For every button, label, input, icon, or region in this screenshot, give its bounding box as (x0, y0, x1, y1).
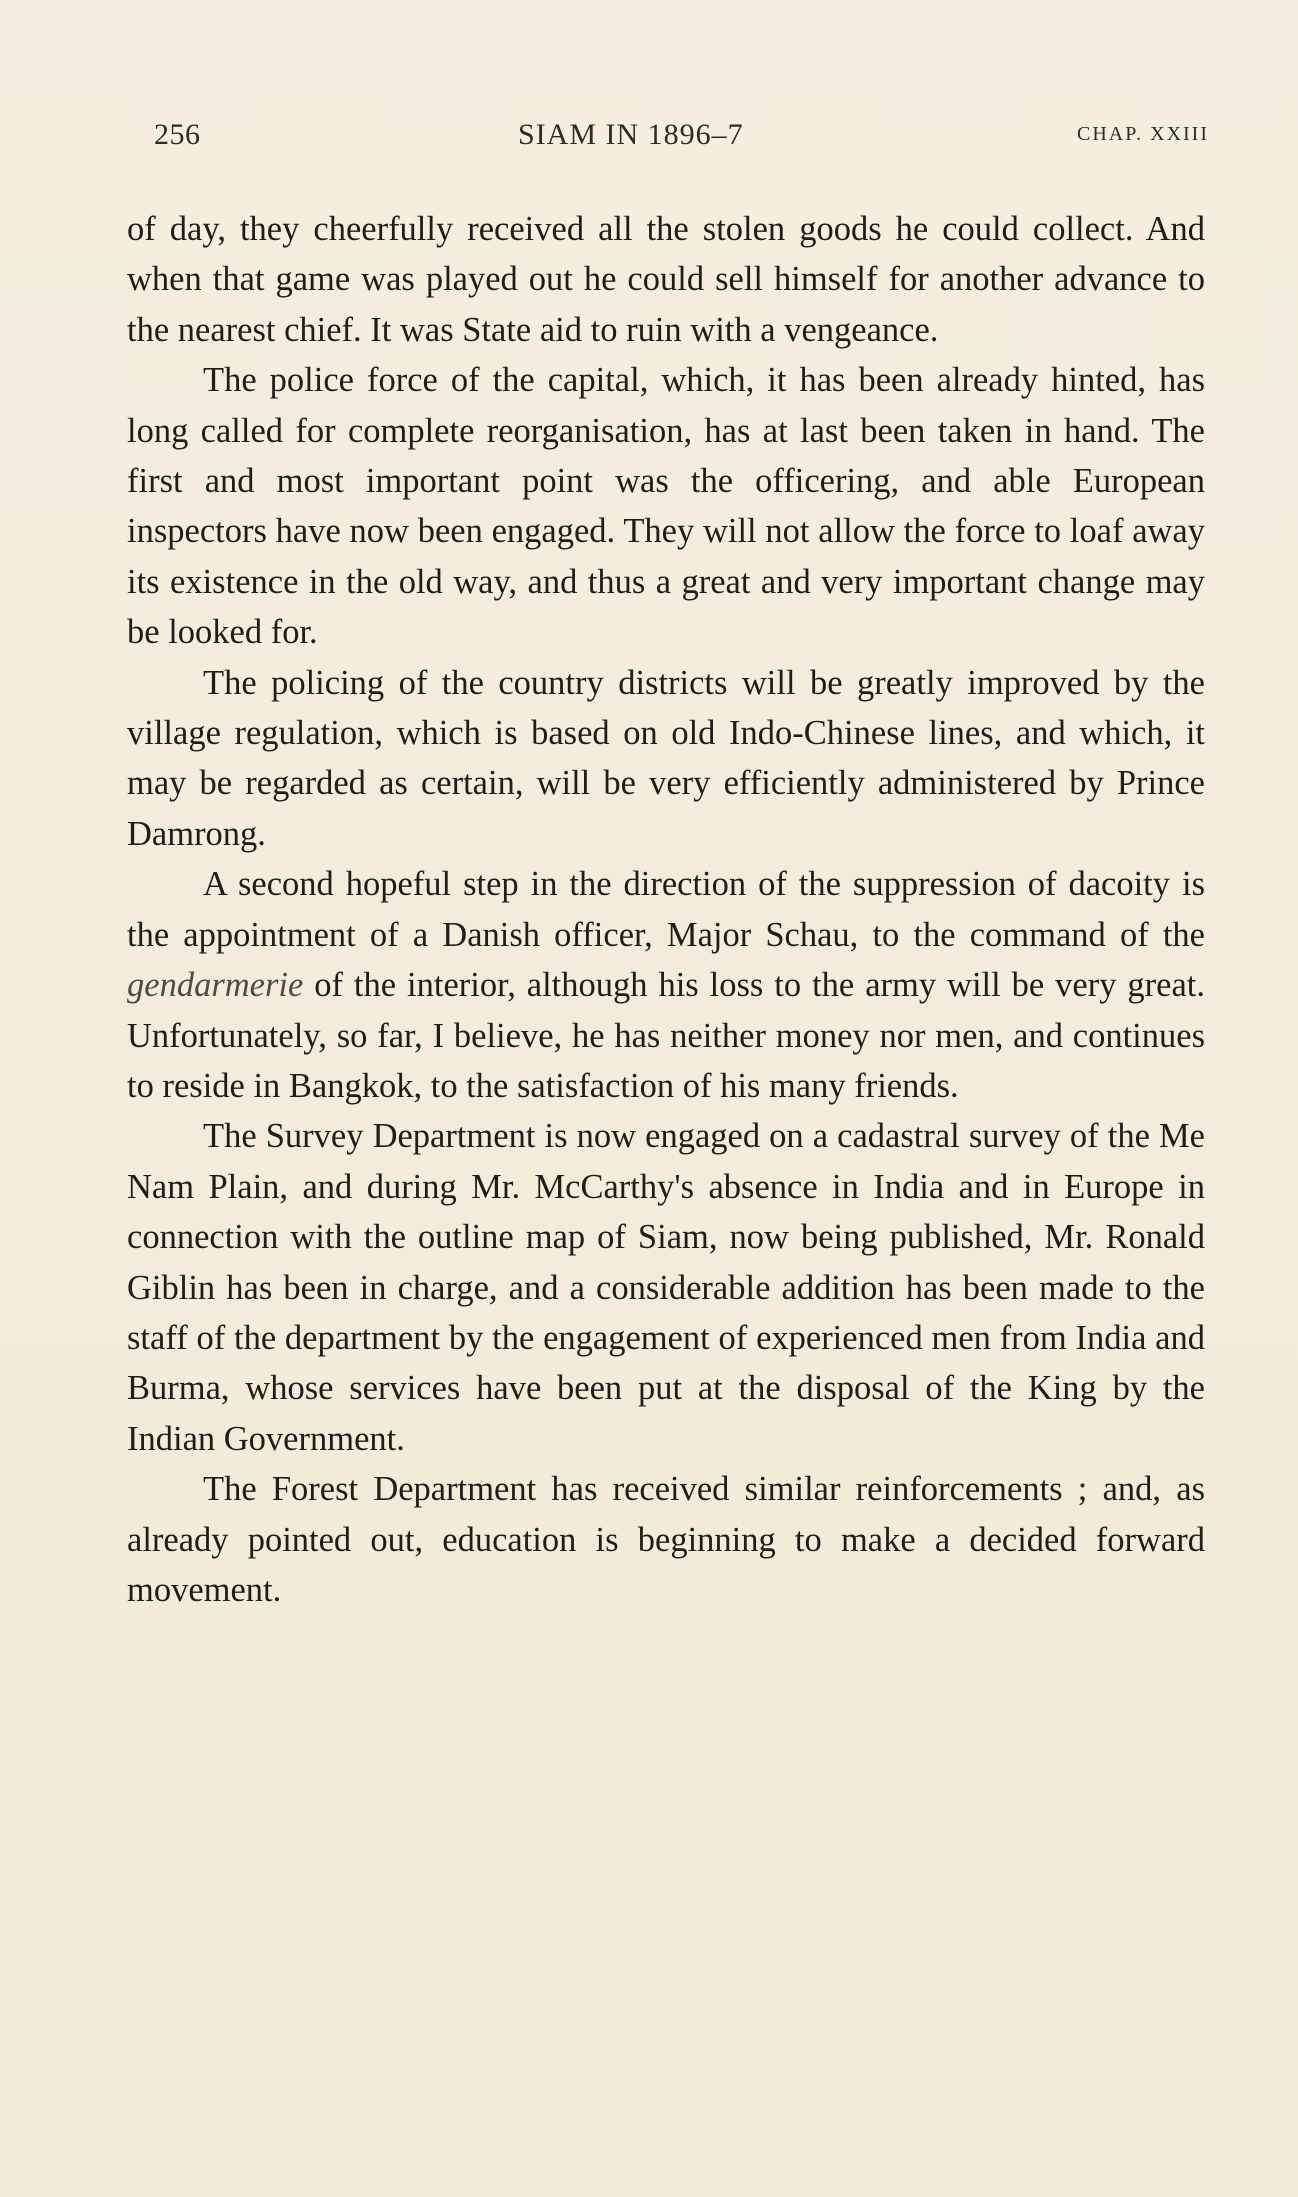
paragraph-6: The Forest Department has received similar reinforcements ; and, as already pointed out, education is beginning to make a decided forward movement. (127, 1470, 1205, 1609)
running-header (154, 118, 1209, 158)
paragraph-5: The Survey Department is now engaged on a cadastral survey of the Me Nam Plain, and during Mr. McCarthy's absence in India and in Europe in connection with the outline map of Siam, now being published, Mr. Ronald Giblin has been in charge, and a considerable addition has been made to the staff of the department by the engagement of experienced men from India and Burma, whose services have been put at the disposal of the King by the Indian Government. (127, 1117, 1205, 1458)
paragraph-4 (127, 859, 1205, 1111)
gendarmerie-term: gendarmerie (127, 966, 304, 1005)
body-text (127, 204, 1205, 1615)
paragraph-2: The police force of the capital, which, it has been already hinted, has long called for complete reorganisation, has at last been taken in hand. The first and most important point was the officering, and able European inspectors have now been engaged. They will not allow the force to loaf away its existence in the old way, and thus a great and very important change may be looked for. (127, 361, 1205, 652)
paragraph-1: of day, they cheerfully received all the stolen goods he could collect. And when that game was played out he could sell himself for another advance to the nearest chief. It was State aid to ruin with a vengeance. (127, 210, 1205, 349)
chapter-label: CHAP. XXIII (1077, 123, 1209, 145)
paragraph-4-before-italic: A second hopeful step in the direction of the suppression of dacoity is the appointment of a Danish officer, Major Schau, to the command of the (127, 865, 1205, 954)
running-title: SIAM IN 1896–7 (518, 118, 744, 151)
page-number: 256 (154, 118, 201, 151)
paragraph-4-after-italic: of the interior, although his loss to the army will be very great. Unfortunately, so far, I believe, he has neither money nor men, and continues to reside in Bangkok, to the satisfaction of his many friends. (127, 966, 1205, 1105)
paragraph-3: The policing of the country districts will be greatly improved by the village regulation, which is based on old Indo-Chinese lines, and which, it may be regarded as certain, will be very efficiently administered by Prince Damrong. (127, 663, 1205, 853)
